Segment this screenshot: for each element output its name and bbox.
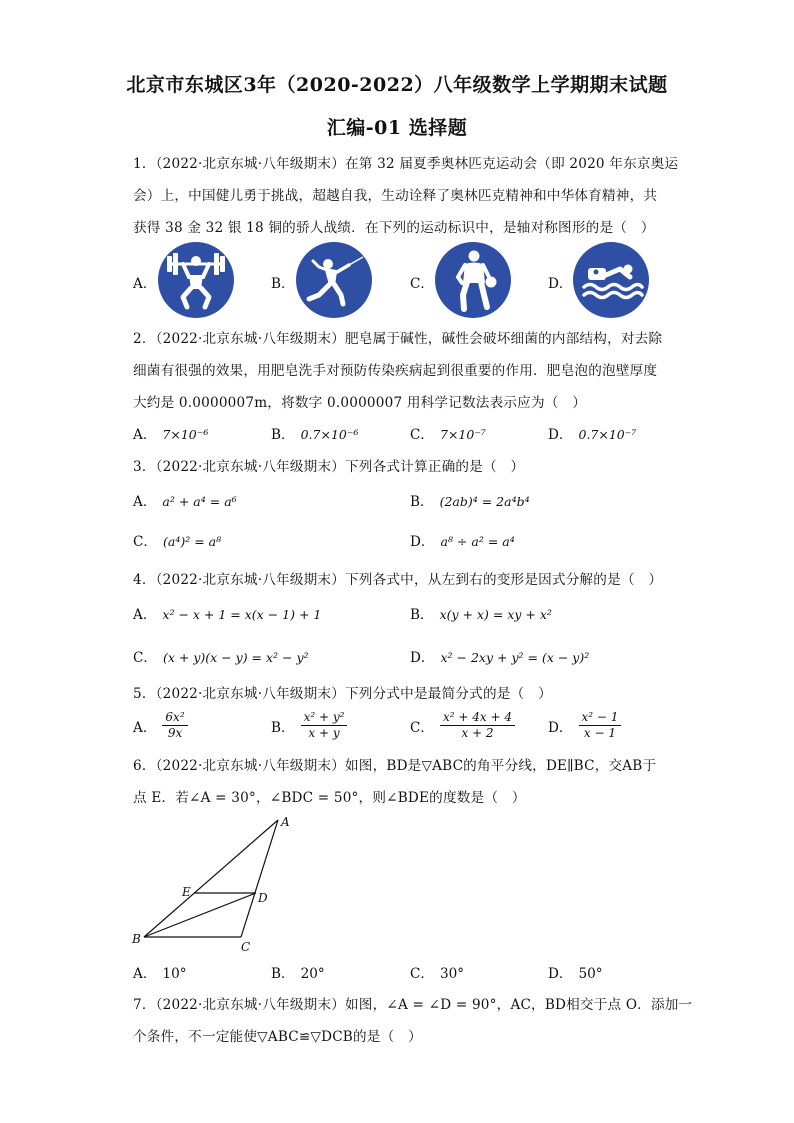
q1-option-d-label: D． [548,276,573,292]
q5-option-a: A． $\frac{\text{6x²}}{9x}$ [133,710,188,741]
q2-text-line2: 细菌有很强的效果，用肥皂洗手对预防传染疾病起到很重要的作用．肥皂泡的泡壁厚度 [133,363,658,379]
q6-option-b: B． 20° [271,966,325,982]
q1-option-a-label: A． [133,276,157,292]
q4-option-a: A． x² − x + 1 = x(x − 1) + 1 [133,607,322,623]
q5-option-b: B． $\frac{\text{x² + y²}}{x + y}$ [271,710,347,741]
q4-option-d: D． x² − 2xy + y² = (x − y)² [410,650,590,666]
document-title-line1: 北京市东城区3年（2020-2022）八年级数学上学期期末试题 [126,74,668,96]
q2-option-c: C． 7×10⁻⁷ [410,427,486,443]
q5-text-line1: 5．（2022·北京东城·八年级期末）下列分式中是最简分式的是（ ） [133,686,552,702]
q6-option-c: C． 30° [410,966,465,982]
q2-text-line1: 2．（2022·北京东城·八年级期末）肥皂属于碱性，碱性会破坏细菌的内部结构，对去除 [133,331,663,347]
document-title-line2: 汇编-01 选择题 [326,117,468,139]
segment-bd [144,893,256,937]
point-a-label: A [281,815,290,829]
q1-option-b-label: B． [271,276,295,292]
basketball-icon [434,241,512,319]
q6-text-line2: 点 E．若∠A = 30°，∠BDC = 50°，则∠BDE的度数是（ ） [133,790,526,806]
q6-text-line1: 6．（2022·北京东城·八年级期末）如图，BD是▽ABC的角平分线，DE∥BC，交AB于 [133,758,657,774]
q6-triangle-figure [130,812,300,952]
q5-option-d: D． $\frac{\text{x² − 1}}{x - 1}$ [548,710,621,741]
q3-option-a: A． a² + a⁴ = a⁶ [133,494,237,510]
q5-option-c: C． $\frac{\text{x² + 4x + 4}}{x + 2}$ [410,710,515,741]
q1-text-line2: 会）上，中国健儿勇于挑战，超越自我，生动诠释了奥林匹克精神和中华体育精神，共 [133,188,658,204]
q2-option-d: D． 0.7×10⁻⁷ [548,427,637,443]
q2-option-a: A． 7×10⁻⁶ [133,427,209,443]
point-e-label: E [182,885,191,899]
q1-option-c-label: C． [410,276,434,292]
point-d-label: D [258,891,268,905]
q4-option-c: C． (x + y)(x − y) = x² − y² [133,650,309,666]
point-b-label: B [132,932,141,946]
q1-text-line1: 1．（2022·北京东城·八年级期末）在第 32 届夏季奥林匹克运动会（即 2020 年东京奥运 [133,156,679,172]
point-c-label: C [241,940,251,952]
q3-text-line1: 3．（2022·北京东城·八年级期末）下列各式计算正确的是（ ） [133,459,525,475]
q1-text-line3: 获得 38 金 32 银 18 铜的骄人战绩．在下列的运动标识中，是轴对称图形的是（ ） [133,220,655,236]
q2-text-line3: 大约是 0.0000007m，将数字 0.0000007 用科学记数法表示应为（ ） [133,395,587,411]
q3-option-b: B． (2ab)⁴ = 2a⁴b⁴ [410,494,530,510]
q6-option-d: D． 50° [548,966,603,982]
q3-option-d: D． a⁸ ÷ a² = a⁴ [410,534,515,550]
segment-ab [144,820,278,937]
q7-text-line1: 7．（2022·北京东城·八年级期末）如图，∠A = ∠D = 90°，AC，BD相交于点 O．添加一 [133,997,693,1013]
q3-option-c: C． (a⁴)² = a⁸ [133,534,222,550]
q4-option-b: B． x(y + x) = xy + x² [410,607,552,623]
segment-ac [241,820,278,937]
swimming-icon [572,241,650,319]
q2-option-b: B． 0.7×10⁻⁶ [271,427,359,443]
q4-text-line1: 4．（2022·北京东城·八年级期末）下列各式中，从左到右的变形是因式分解的是（ ） [133,572,663,588]
weightlifting-icon [157,241,235,319]
q7-text-line2: 个条件，不一定能使▽ABC≌▽DCB的是（ ） [133,1029,422,1045]
q6-option-a: A． 10° [133,966,187,982]
fencing-icon [295,241,373,319]
